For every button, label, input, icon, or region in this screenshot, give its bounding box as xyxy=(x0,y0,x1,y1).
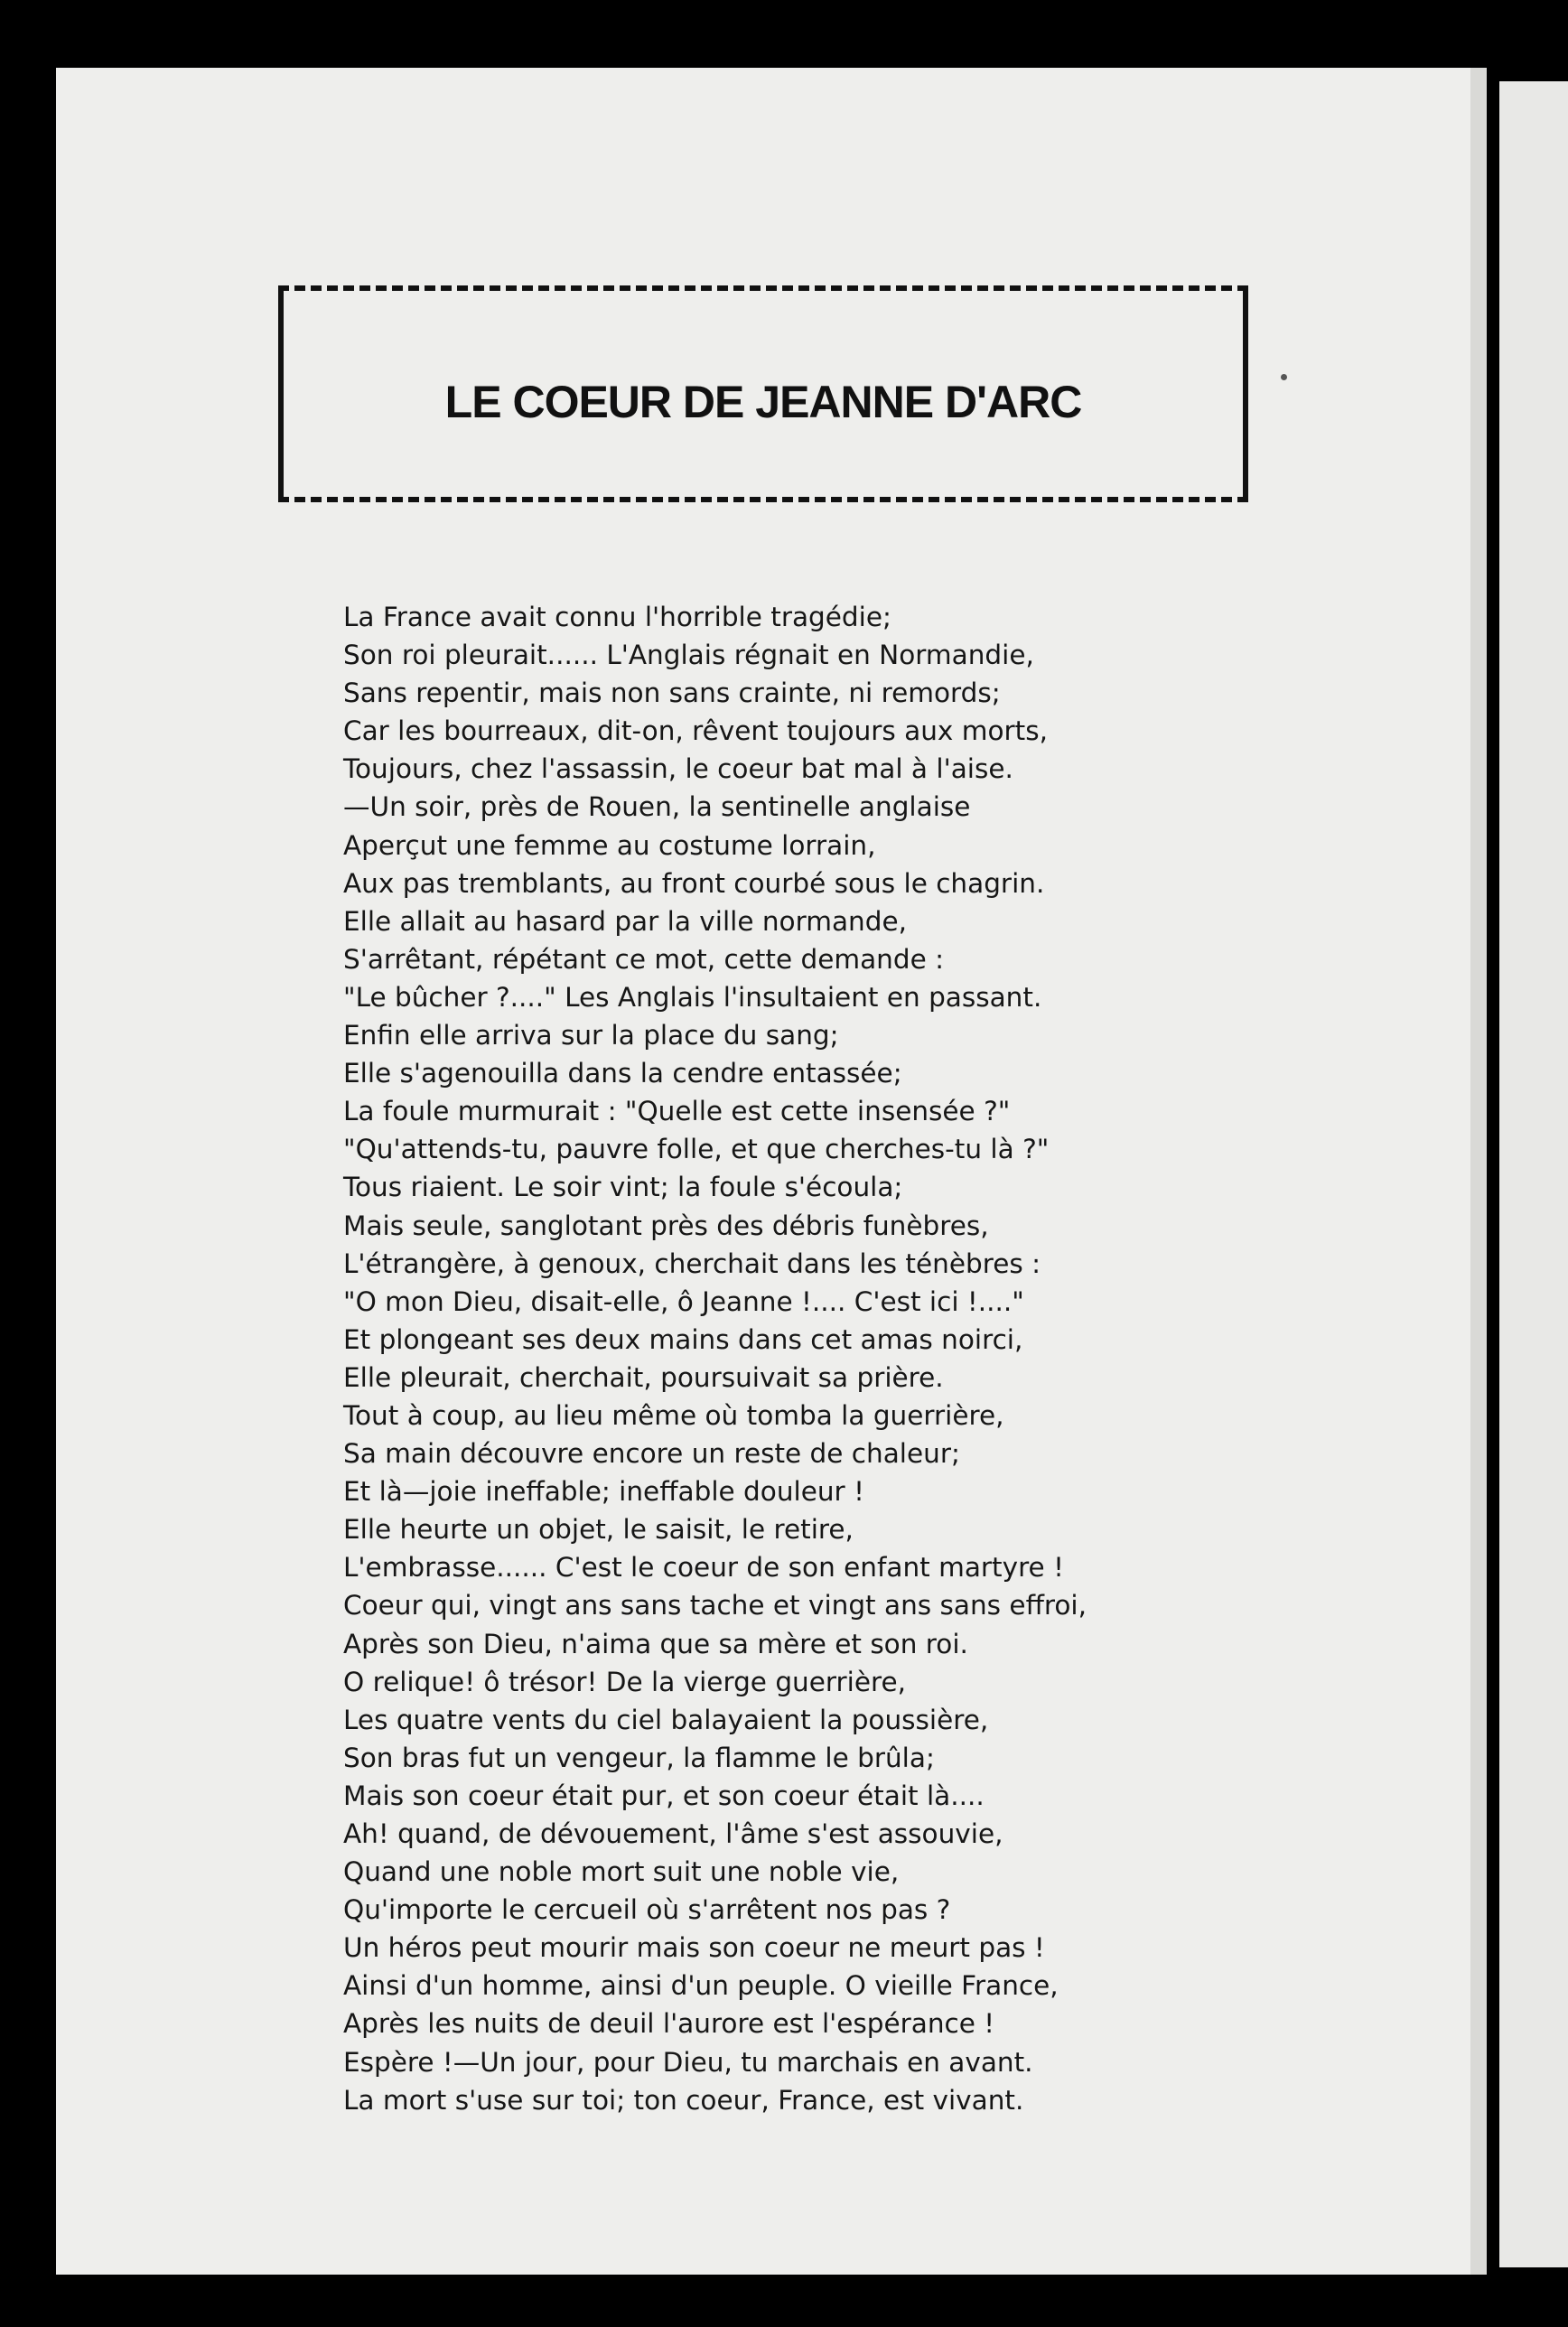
title-frame xyxy=(278,285,1248,502)
poem-line: Aux pas tremblants, au front courbé sous le chagrin. xyxy=(343,867,1045,899)
poem-line: "Qu'attends-tu, pauvre folle, et que cherches-tu là ?" xyxy=(343,1134,1050,1165)
poem-line: Son bras fut un vengeur, la flamme le brûla; xyxy=(343,1742,935,1773)
poem-line: Car les bourreaux, dit-on, rêvent toujours aux morts, xyxy=(343,715,1048,747)
poem-line: S'arrêtant, répétant ce mot, cette demande : xyxy=(343,943,945,975)
poem-line: Tout à coup, au lieu même où tomba la guerrière, xyxy=(343,1399,1004,1431)
poem-line: Après son Dieu, n'aima que sa mère et son roi. xyxy=(343,1628,968,1659)
poem-line: —Un soir, près de Rouen, la sentinelle anglaise xyxy=(343,791,971,823)
poem-line: Mais seule, sanglotant près des débris funèbres, xyxy=(343,1210,989,1241)
poem-line: Elle allait au hasard par la ville normande, xyxy=(343,905,907,937)
poem-line: Tous riaient. Le soir vint; la foule s'écoula; xyxy=(343,1172,903,1203)
poem-line: La foule murmurait : "Quelle est cette insensée ?" xyxy=(343,1096,1011,1127)
poem-line: Elle s'agenouilla dans la cendre entassée; xyxy=(343,1058,902,1089)
poem-line: Elle pleurait, cherchait, poursuivait sa prière. xyxy=(343,1361,944,1393)
poem-line: Son roi pleurait...... L'Anglais régnait en Normandie, xyxy=(343,640,1034,671)
poem-line: Mais son coeur était pur, et son coeur était là.... xyxy=(343,1780,985,1811)
poem-line: Après les nuits de deuil l'aurore est l'espérance ! xyxy=(343,2008,995,2040)
poem-line: Enfin elle arriva sur la place du sang; xyxy=(343,1020,839,1051)
poem-line: L'embrasse...... C'est le coeur de son enfant martyre ! xyxy=(343,1552,1064,1584)
poem-line: Ainsi d'un homme, ainsi d'un peuple. O vieille France, xyxy=(343,1970,1059,2002)
poem-line: Toujours, chez l'assassin, le coeur bat mal à l'aise. xyxy=(343,753,1013,785)
poem-line: Coeur qui, vingt ans sans tache et vingt ans sans effroi, xyxy=(343,1590,1087,1621)
adjacent-page-edge xyxy=(1499,81,1568,2267)
poem-line: L'étrangère, à genoux, cherchait dans les ténèbres : xyxy=(343,1248,1041,1279)
poem-line: Espère !—Un jour, pour Dieu, tu marchais en avant. xyxy=(343,2046,1033,2078)
poem-line: La France avait connu l'horrible tragédie; xyxy=(343,602,891,632)
poem-line: Sans repentir, mais non sans crainte, ni remords; xyxy=(343,678,1001,709)
poem-line: Qu'importe le cercueil où s'arrêtent nos pas ? xyxy=(343,1894,951,1926)
page-gutter xyxy=(1470,68,1487,2275)
poem-title: LE COEUR DE JEANNE D'ARC xyxy=(444,377,1082,427)
poem-line: Les quatre vents du ciel balayaient la poussière, xyxy=(343,1704,989,1735)
poem-line: Aperçut une femme au costume lorrain, xyxy=(343,829,876,861)
poem-line: Quand une noble mort suit une noble vie, xyxy=(343,1856,900,1888)
poem-line: "Le bûcher ?...." Les Anglais l'insultaient en passant. xyxy=(343,981,1042,1013)
poem-body xyxy=(343,598,1192,2119)
poem-line: Ah! quand, de dévouement, l'âme s'est assouvie, xyxy=(343,1818,1003,1849)
poem-line: Et plongeant ses deux mains dans cet amas noirci, xyxy=(343,1323,1023,1355)
poem-line: O relique! ô trésor! De la vierge guerrière, xyxy=(343,1666,906,1697)
poem-line: "O mon Dieu, disait-elle, ô Jeanne !.... C'est ici !...." xyxy=(343,1285,1024,1317)
paper-speck xyxy=(1281,374,1287,380)
poem-line: Sa main découvre encore un reste de chaleur; xyxy=(343,1438,960,1470)
poem-line: Elle heurte un objet, le saisit, le retire, xyxy=(343,1514,854,1546)
poem-line: La mort s'use sur toi; ton coeur, France, est vivant. xyxy=(343,2084,1024,2116)
poem-line: Un héros peut mourir mais son coeur ne meurt pas ! xyxy=(343,1932,1045,1964)
poem-line: Et là—joie ineffable; ineffable douleur ! xyxy=(343,1476,864,1508)
